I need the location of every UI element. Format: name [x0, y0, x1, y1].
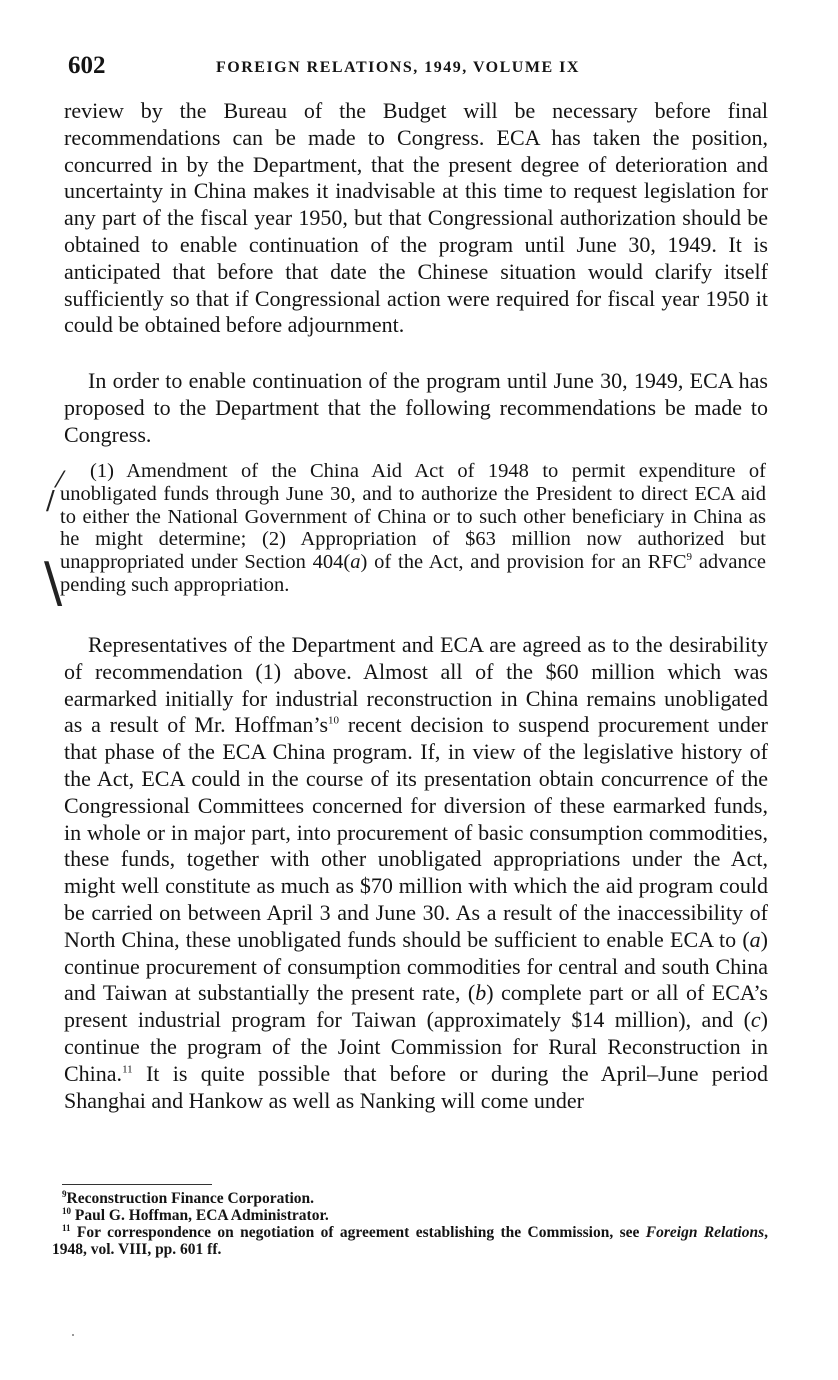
paragraph-3: [64, 632, 768, 1114]
quote-text-1: (1) Amendment of the China Aid Act of 1948 to permit expenditure of unobligated funds through June 30, and to authorize the President to direct ECA aid to either the National Government of China or to such other beneficiary in China as he might determine; (2) Appropriation of $63 million now authorized but unappropriated under Section 404(: [60, 460, 766, 574]
page-number: 602: [68, 52, 106, 79]
footnote-ref-9[interactable]: 9: [686, 551, 693, 564]
footnote-11-italic: Foreign Relations: [645, 1224, 765, 1241]
p3-italic-b: b: [475, 980, 487, 1006]
quote-text-3: advance pending such appropriation.: [60, 551, 766, 596]
paragraph-1: review by the Bureau of the Budget will be necessary before final recommendations can be made to Congress. ECA has taken the position, concurred in by the Department, that the present degree of deterioration and uncertainty in China makes it inadvisable at this time to request legislation for any part of the fiscal year 1950, but that Congressional authorization should be obtained to enable continuation of the program until June 30, 1949. It is anticipated that before that date the Chinese situation would clarify itself sufficiently so that if Congressional action were required for fiscal year 1950 it could be obtained before adjournment.: [64, 98, 768, 338]
footnote-11-number: 11: [62, 1222, 71, 1233]
footnote-10-number: 10: [62, 1205, 71, 1216]
page-header: [68, 52, 768, 82]
margin-mark-slash: ⁄: [58, 468, 62, 493]
p3-text-2: recent decision to suspend procurement under that phase of the ECA China program. If, in view of the legislative history of the Act, ECA could in the course of its presentation obtain concurrence of the Congressional Committees concerned for diversion of these earmarked funds, in whole or in major part, into procurement of basic consumption commodities, these funds, together with other unobligated appropriations under the Act, might well constitute as much as $70 million with which the aid program could be carried on between April 3 and June 30. As a result of the inaccessibility of North China, these unobligated funds should be sufficient to enable ECA to (: [64, 712, 769, 952]
footnotes: [52, 1190, 768, 1258]
footnote-ref-10[interactable]: 10: [328, 715, 340, 728]
p3-text-3: ) continue procurement of consumption commodities for central and south China and Taiwan at substantially the present rate, (: [64, 926, 768, 1006]
paragraph-2: In order to enable continuation of the program until June 30, 1949, ECA has proposed to the Department that the following recommendations be made to Congress.: [64, 368, 768, 447]
p3-text-5: ) continue the program of the Joint Commission for Rural Reconstruction in China.: [64, 1007, 768, 1086]
footnote-9: [52, 1190, 768, 1207]
footnote-ref-11[interactable]: 11: [122, 1063, 133, 1076]
footnote-10-text: Paul G. Hoffman, ECA Administrator.: [74, 1207, 329, 1224]
p3-text-1: Representatives of the Department and ECA are agreed as to the desirability of recommendation (1) above. Almost all of the $60 million which was earmarked initially for industrial reconstruction in China remains unobligated as a result of Mr. Hoffman’s: [64, 632, 768, 738]
quote-text-2: ) of the Act, and provision for an RFC: [360, 551, 687, 574]
footnote-9-number: 9: [62, 1188, 67, 1199]
footnote-divider: [62, 1184, 212, 1185]
footnote-11-text-pre: For correspondence on negotiation of agreement establishing the Commission, see: [76, 1224, 646, 1241]
scan-speck: [72, 1334, 74, 1336]
footnote-10: [52, 1207, 768, 1224]
p3-italic-a: a: [749, 926, 761, 952]
running-title: FOREIGN RELATIONS, 1949, VOLUME IX: [216, 59, 580, 76]
footnote-9-text: Reconstruction Finance Corporation.: [66, 1190, 315, 1207]
quote-italic-a: a: [350, 551, 361, 574]
footnote-11-text-post: , 1948, vol. VIII, pp. 601 ff.: [52, 1224, 769, 1258]
p3-italic-c: c: [750, 1007, 761, 1033]
footnote-11: [52, 1224, 768, 1258]
quoted-recommendations: [60, 460, 766, 597]
p3-text-4: ) complete part or all of ECA’s present industrial program for Taiwan (approximately $14 million), and (: [64, 980, 768, 1033]
margin-mark-bracket: \: [44, 551, 63, 614]
p3-text-6: It is quite possible that before or during the April–June period Shanghai and Hankow as well as Nanking will come under: [64, 1060, 768, 1113]
margin-mark-slash: /: [46, 486, 55, 516]
